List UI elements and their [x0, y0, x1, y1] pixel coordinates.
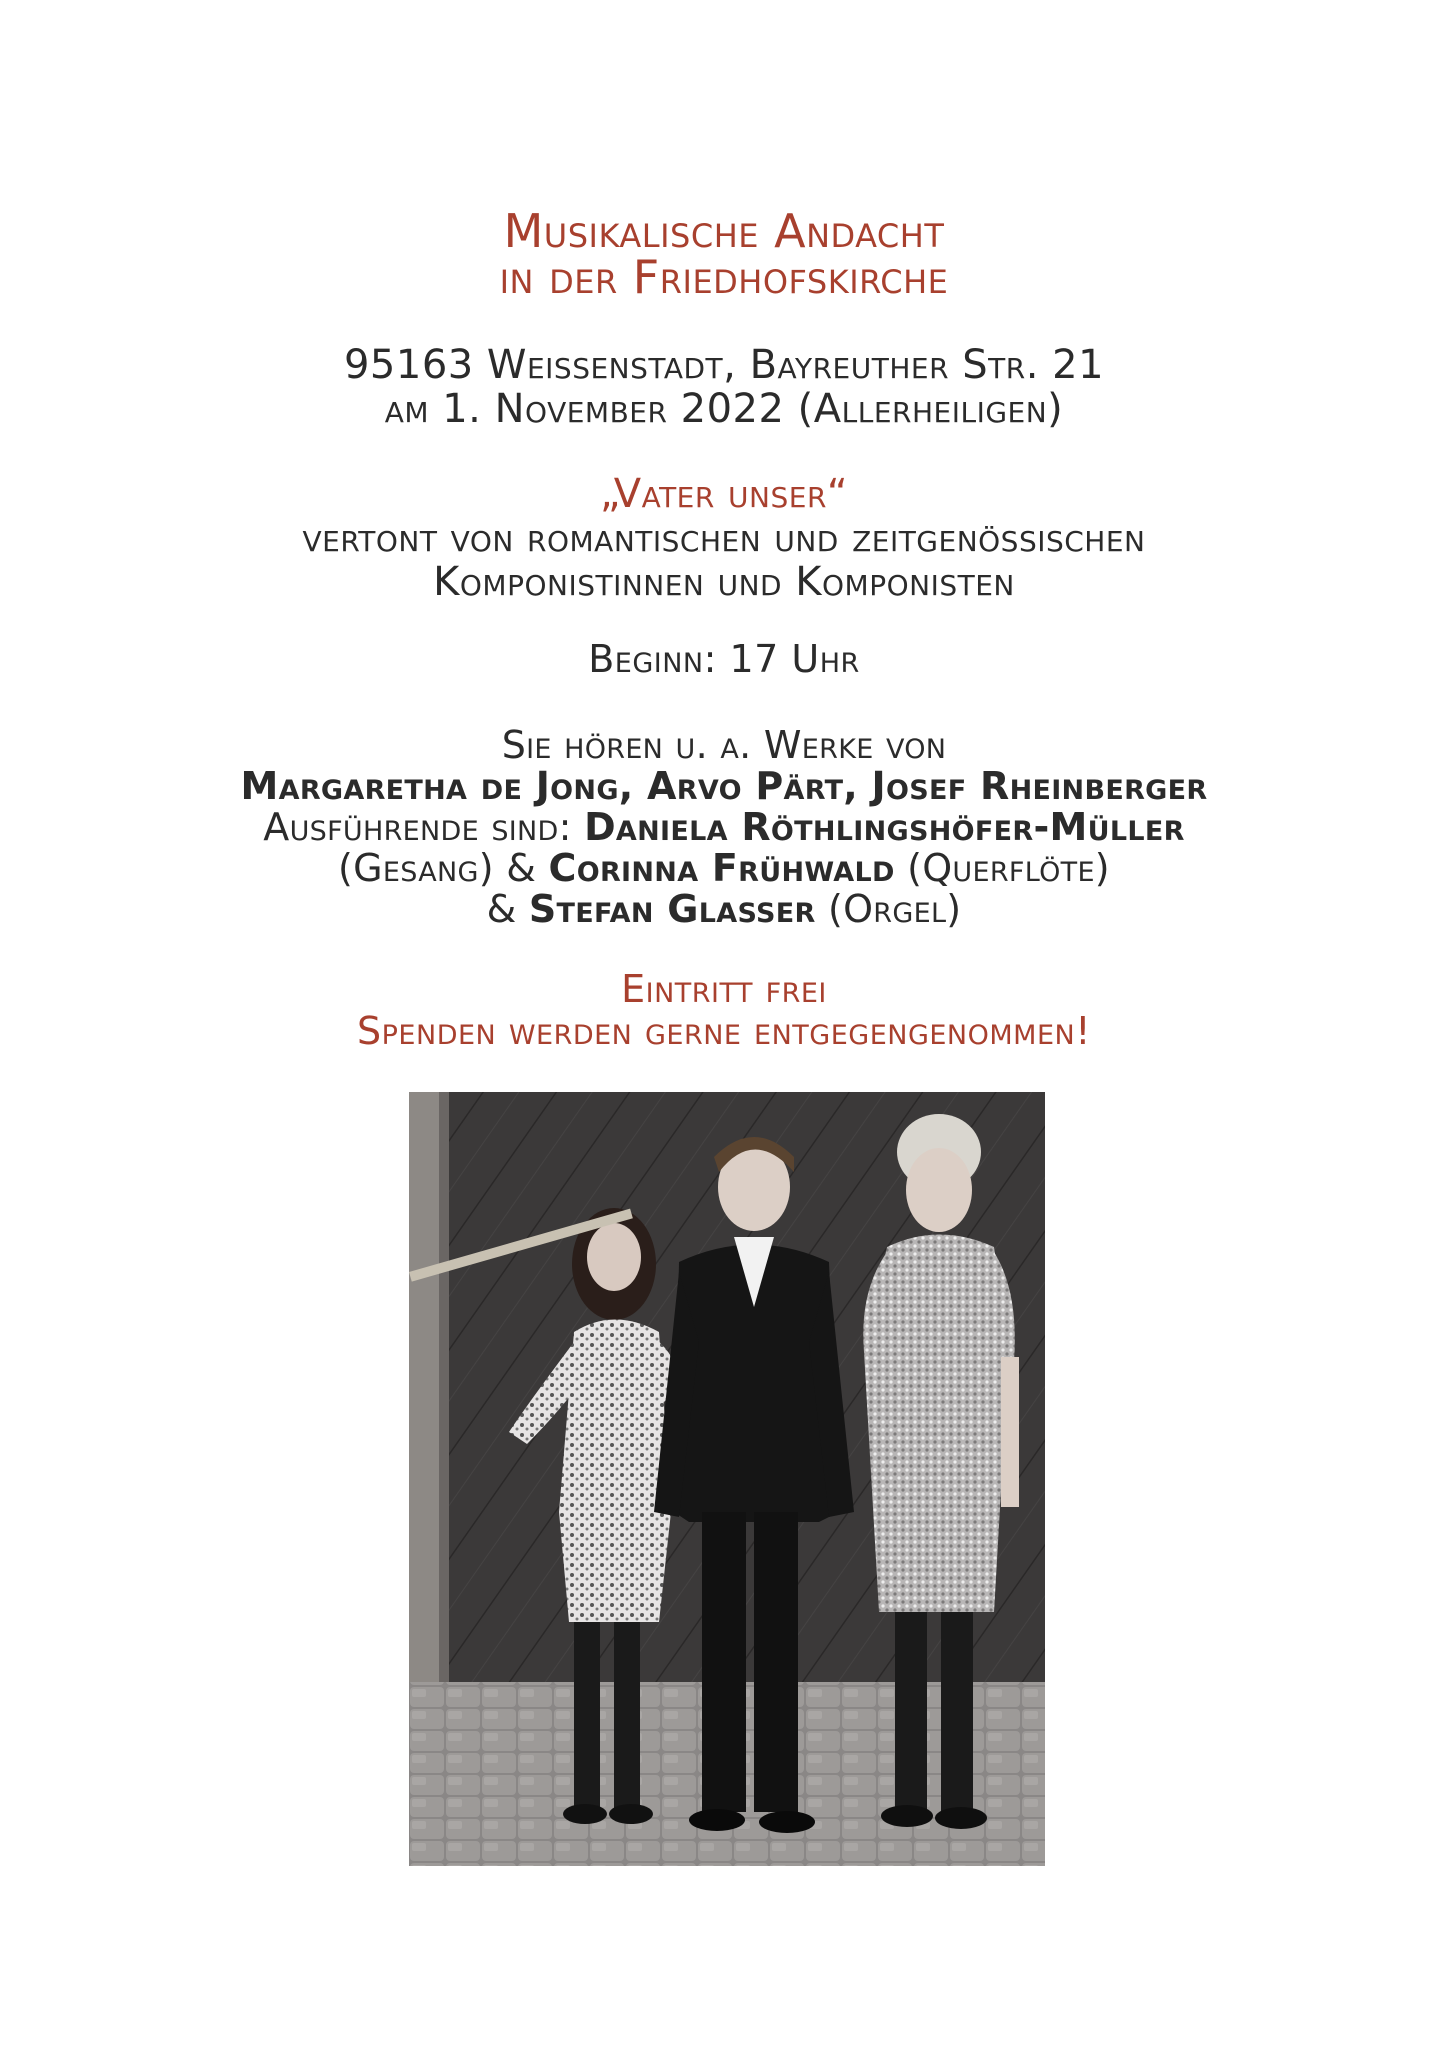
- performers-line-2: [0, 848, 1448, 889]
- event-title: [0, 204, 1448, 304]
- motto-line-1: vertont von romantischen und zeitgenössischen: [302, 515, 1146, 561]
- performer-1-role: (Gesang) &: [338, 846, 549, 890]
- photo-illustration: [409, 1092, 1045, 1866]
- title-line-2: in der Friedhofskirche: [499, 250, 949, 304]
- performers-label: Ausführende sind:: [263, 805, 585, 849]
- performer-2-role: (Querflöte): [894, 846, 1110, 890]
- composers-list: Margaretha de Jong, Arvo Pärt, Josef Rheinberger: [240, 764, 1208, 808]
- title-line-1: Musikalische Andacht: [503, 204, 945, 258]
- performer-1-name: Daniela Röthlingshöfer-Müller: [584, 805, 1185, 849]
- performers-photo: [409, 1092, 1045, 1866]
- donations-note: Spenden werden gerne entgegengenommen!: [357, 1009, 1091, 1053]
- entry-info: [0, 968, 1448, 1052]
- motto-line-2: Komponistinnen und Komponisten: [433, 559, 1015, 605]
- works-intro: Sie hören u. a. Werke von: [501, 723, 947, 767]
- event-motto: [0, 472, 1448, 604]
- program-info: [0, 725, 1448, 930]
- performer-3-role: (Orgel): [815, 887, 962, 931]
- performers-line-1: [0, 807, 1448, 848]
- motto-title: „Vater unser“: [599, 471, 849, 517]
- event-begin: [0, 638, 1448, 680]
- event-address: [0, 343, 1448, 431]
- date-line: am 1. November 2022 (Allerheiligen): [384, 386, 1064, 432]
- begin-time: Beginn: 17 Uhr: [588, 637, 860, 681]
- performer-3-prefix: &: [486, 887, 529, 931]
- performer-3-name: Stefan Glasser: [528, 887, 816, 931]
- performer-2-name: Corinna Frühwald: [548, 846, 895, 890]
- address-line: 95163 Weissenstadt, Bayreuther Str. 21: [343, 342, 1105, 388]
- entry-free: Eintritt frei: [621, 967, 827, 1011]
- performers-line-3: [0, 889, 1448, 930]
